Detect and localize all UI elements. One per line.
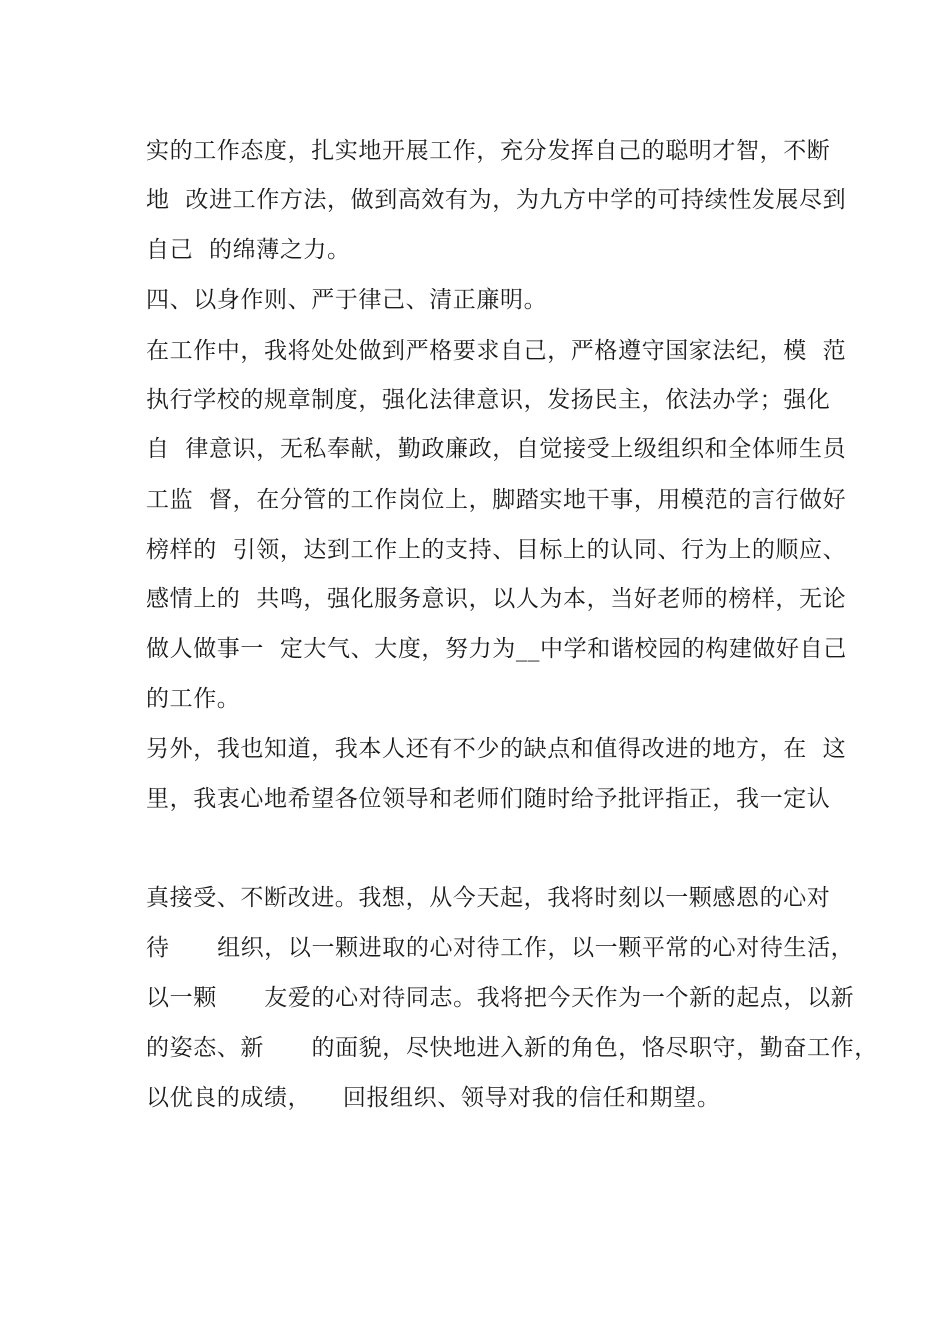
text-line: 实的工作态度，扎实地开展工作，充分发挥自己的聪明才智，不断 (146, 138, 831, 164)
text-line: 自己 的绵薄之力。 (146, 237, 351, 263)
text-line: 的工作。 (146, 686, 241, 712)
text-line: 以优良的成绩， 回报组织、领导对我的信任和期望。 (146, 1085, 721, 1111)
text-line: 里，我衷心地希望各位领导和老师们随时给予批评指正，我一定认 (146, 786, 831, 812)
text-line: 执行学校的规章制度，强化法律意识，发扬民主，依法办学；强化 (146, 387, 831, 413)
text-line: 在工作中，我将处处做到严格要求自己，严格遵守国家法纪，模 范 (146, 338, 847, 364)
text-line: 真接受、不断改进。我想，从今天起，我将时刻以一颗感恩的心对 (146, 885, 831, 911)
text-line: 自 律意识，无私奉献，勤政廉政，自觉接受上级组织和全体师生员 (146, 436, 847, 462)
text-line: 做人做事一 定大气、大度，努力为__中学和谐校园的构建做好自己 (146, 636, 847, 662)
text-line: 感情上的 共鸣，强化服务意识，以人为本，当好老师的榜样，无论 (146, 586, 847, 612)
text-line: 待 组织，以一颗进取的心对待工作，以一颗平常的心对待生活， (146, 935, 855, 961)
text-line: 地 改进工作方法，做到高效有为，为九方中学的可持续性发展尽到 (146, 187, 847, 213)
text-line: 工监 督，在分管的工作岗位上，脚踏实地干事，用模范的言行做好 (146, 487, 847, 513)
text-line: 另外，我也知道，我本人还有不少的缺点和值得改进的地方，在 这 (146, 736, 847, 762)
section-heading: 四、以身作则、严于律己、清正廉明。 (146, 287, 548, 313)
text-line: 的姿态、新 的面貌，尽快地进入新的角色，恪尽职守，勤奋工作， (146, 1035, 878, 1061)
text-line: 榜样的 引领，达到工作上的支持、目标上的认同、行为上的顺应、 (146, 537, 847, 563)
text-line: 以一颗 友爱的心对待同志。我将把今天作为一个新的起点，以新 (146, 985, 855, 1011)
